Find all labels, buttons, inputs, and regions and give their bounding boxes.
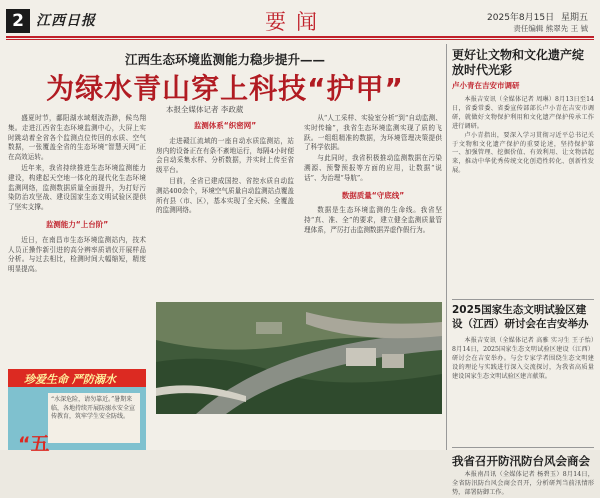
story-divider (452, 447, 594, 448)
weekday-text: 星期五 (560, 13, 588, 23)
paragraph: 从“人工采样、实验室分析”到“自动监测、实时传输”，我省生态环境监测实现了质的飞跃。一组组精准的数据，为环境管理决策提供了科学依据。 (304, 114, 442, 152)
date-text: 2025年8月15日 (487, 13, 555, 23)
article-byline: 本报全媒体记者 李政葳 (166, 105, 244, 114)
promo-title: 珍爱生命 严防溺水 (24, 373, 116, 386)
story-headline: 更好让文物和文化遗产绽放时代光彩 (452, 48, 585, 77)
subheading: 数据质量“守底线” (341, 190, 405, 200)
story-body (452, 471, 594, 495)
story-body (452, 337, 594, 443)
story-headline: 2025国家生态文明试验区建设（江西）研讨会在吉安举办 (452, 304, 589, 330)
masthead (0, 0, 600, 36)
right-column (452, 44, 594, 496)
story-subheadline: 卢小青在吉安市调研 (452, 81, 520, 90)
aerial-photo-image (156, 302, 442, 414)
paragraph: 本报吉安讯（全媒体记者 高雅 实习生 王子怡）8月14日，2025国家生态文明试验区建设（江西）研讨会在吉安举办。与会专家学者围绕生态文明建设的理论与实践进行深入交流探讨，为我省高质量建设国家生态文明试验区建言献策。 (452, 337, 594, 380)
subheading: 监测能力“上台阶” (45, 219, 109, 229)
paragraph: 数据是生态环境监测的生命线。我省坚持“真、准、全”的要求，建立健全监测质量管理体系，严厉打击监测数据弄虚作假行为。 (304, 206, 442, 234)
drowning-prevention-promo (8, 369, 146, 455)
article-headline: 为绿水青山穿上科技“护甲” (46, 72, 404, 105)
column-divider (446, 44, 447, 450)
issue-date (483, 10, 588, 23)
paragraph: 本报吉安讯（全媒体记者 周琳）8月13日至14日，省委常委、省委宣传部部长卢小青在吉安市调研，就做好文物保护利用和文化遗产保护传承工作进行调研。 (452, 96, 594, 130)
subheading: 监测体系“织密网” (193, 121, 257, 130)
paragraph: 盛夏时节，鄱阳湖水域烟波浩渺，候鸟翔集。走进江西省生态环境监测中心，大屏上实时跳动着全省各个监测点位传回的水质、空气数据，一张覆盖全省的生态环境“智慧天网”正在高效运转。 (8, 114, 146, 162)
paragraph: 与此同时，我省积极推动监测数据在污染溯源、预警预报等方面的应用，让数据“说话”、为治理“导航”。 (304, 154, 442, 182)
masthead-rule (6, 36, 594, 38)
paragraph: 目前，全省已建成国控、省控水质自动监测站400余个，环境空气质量自动监测站点覆盖所有县（市、区），基本实现了全天候、全覆盖的监测网络。 (156, 176, 294, 215)
paragraph: 卢小青指出，要深入学习贯彻习近平总书记关于文物和文化遗产保护的重要论述，坚持保护第一、加强管理、挖掘价值、有效利用、让文物活起来，推动中华优秀传统文化创造性转化、创新性发展。 (452, 131, 594, 175)
paragraph: 近年来，我省持续推进生态环境监测能力建设，构建起天空地一体化的现代化生态环境监测网络，监测数据质量全面提升，为打好污染防治攻坚战、建设国家生态文明试验区提供了坚实支撑。 (8, 163, 146, 212)
paragraph: 本报南昌讯（全媒体记者 杨碧玉）8月14日，全省防汛防台风会商会召开，分析研判当前汛情形势，部署防御工作。 (452, 471, 594, 496)
story-divider (452, 299, 594, 300)
article-kicker: 江西生态环境监测能力稳步提升—— (124, 52, 325, 67)
story-body (452, 96, 594, 296)
paper-logo: 江西日报 (36, 13, 96, 29)
main-article (8, 44, 442, 455)
article-column-1 (8, 114, 146, 404)
page-number: 2 (6, 9, 30, 33)
story-headline: 我省召开防汛防台风会商会 (452, 454, 590, 468)
aerial-photo (156, 302, 442, 414)
masthead-rule-thin (6, 39, 594, 40)
paragraph: 近日，在南昌市生态环境监测站内，技术人员正操作新引进的高分辨率质谱仪开展样品分析。与过去相比，检测时间大幅缩短，精度明显提高。 (8, 235, 146, 274)
editor-credit: 责任编辑 熊翠先 王 钺 (513, 24, 588, 33)
section-title: 要闻 (265, 10, 327, 34)
promo-big-title: “五 (18, 433, 50, 455)
paragraph: 走进赣江流域的一座自动水质监测站，站房内的设备正在有条不紊地运行，每隔4小时便会自动采集水样、分析数据，并实时上传至省级平台。 (156, 136, 294, 175)
promo-text: “水深危险，请勿靠近。”暑期来临，各地持续开展防溺水安全宣传教育，筑牢学生安全防线。 (48, 393, 140, 443)
